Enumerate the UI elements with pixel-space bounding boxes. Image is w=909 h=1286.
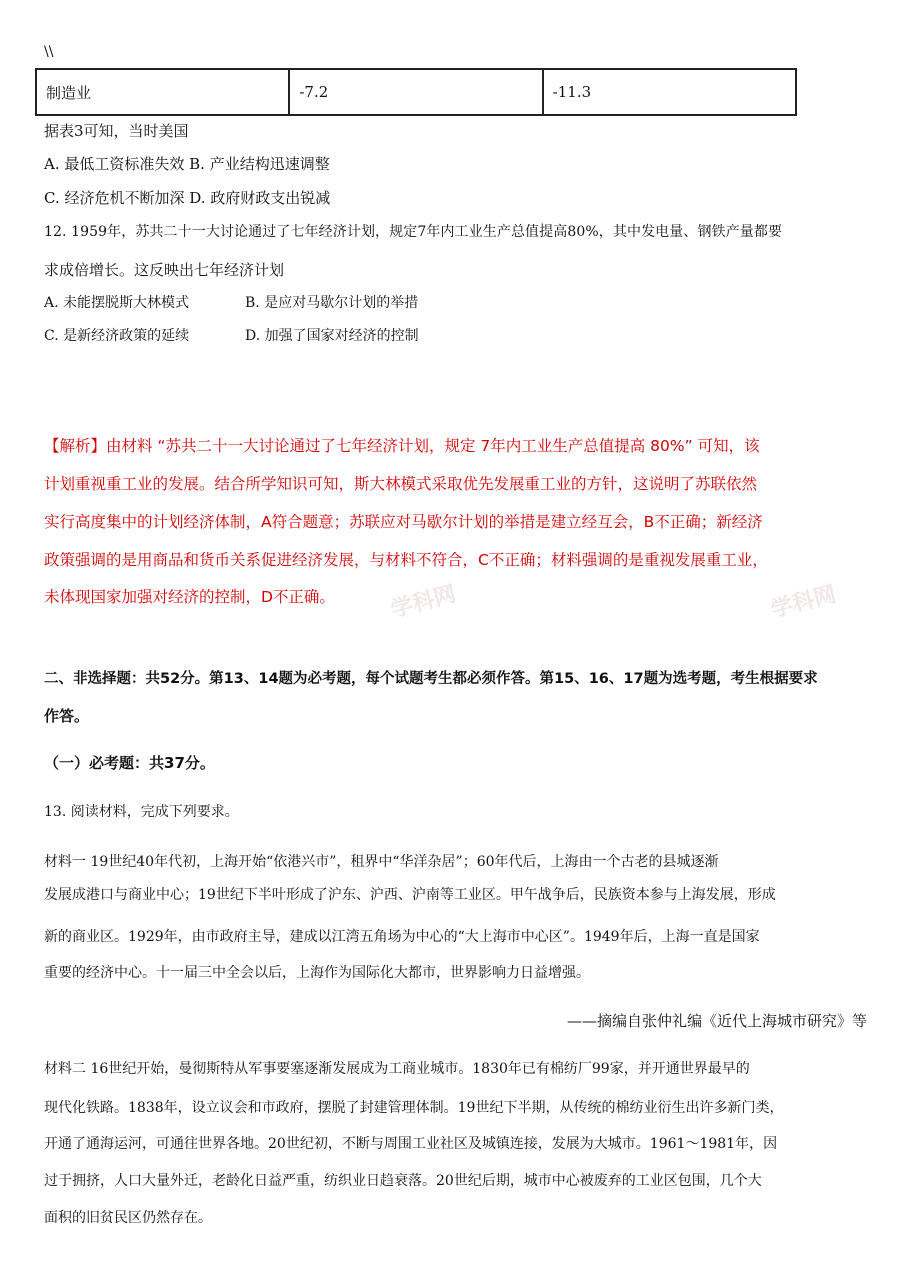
watermark: 学科网: [768, 581, 839, 624]
analysis-line-3: 实行高度集中的计划经济体制，A符合题意；苏联应对马歇尔计划的举措是建立经互会，B不正确；新经济: [44, 513, 763, 531]
table-cell-value-2: -11.3: [543, 69, 796, 115]
data-table: [35, 68, 797, 116]
analysis-line-1: 【解析】由材料 “苏共二十一大讨论通过了七年经济计划，规定 7年内工业生产总值提高 80%” 可知，该: [44, 437, 760, 455]
analysis-line-4: 政策强调的是用商品和货币关系促进经济发展，与材料不符合，C不正确；材料强调的是重视发展重工业，: [44, 551, 768, 569]
q12-option-a: A. 未能摆脱斯大林模式: [44, 295, 190, 311]
material-1-line-4: 重要的经济中心。十一届三中全会以后，上海作为国际化大都市，世界影响力日益增强。: [44, 965, 590, 981]
material-2-line-4: 过于拥挤，人口大量外迁，老龄化日益严重，纺织业日趋衰落。20世纪后期，城市中心被废弃的工业区包围，几个大: [44, 1173, 762, 1189]
q11-options-cd: C. 经济危机不断加深 D. 政府财政支出锐减: [44, 189, 331, 207]
table-row: [36, 69, 796, 115]
q12-stem-line-1: 12. 1959年，苏共二十一大讨论通过了七年经济计划，规定7年内工业生产总值提高80%，其中发电量、钢铁产量都要: [44, 224, 783, 240]
top-marker: \\: [44, 44, 54, 60]
material-1-source: ——摘编自张仲礼编《近代上海城市研究》等: [566, 1012, 867, 1030]
material-2-line-1: 材料二 16世纪开始，曼彻斯特从军事要塞逐渐发展成为工商业城市。1830年已有棉纺厂99家，并开通世界最早的: [44, 1061, 750, 1077]
table-cell-value-1: -7.2: [289, 69, 542, 115]
q12-stem-line-2: 求成倍增长。这反映出七年经济计划: [44, 261, 285, 279]
material-1-line-2: 发展成港口与商业中心；19世纪下半叶形成了沪东、沪西、沪南等工业区。甲午战争后，民族资本参与上海发展，形成: [44, 887, 776, 903]
watermark: 学科网: [388, 581, 459, 624]
analysis-line-5: 未体现国家加强对经济的控制，D不正确。: [44, 588, 335, 606]
material-2-line-2: 现代化铁路。1838年，设立议会和市政府，摆脱了封建管理体制。19世纪下半期，从传统的棉纺业衍生出许多新门类，: [44, 1100, 784, 1116]
material-2-line-5: 面积的旧贫民区仍然存在。: [44, 1210, 212, 1226]
q11-options-ab: A. 最低工资标准失效 B. 产业结构迅速调整: [44, 155, 330, 173]
q11-stem: 据表3可知，当时美国: [44, 122, 189, 140]
section-title-line-2: 作答。: [44, 707, 90, 725]
analysis-line-2: 计划重视重工业的发展。结合所学知识可知，斯大林模式采取优先发展重工业的方针，这说明了苏联依然: [44, 475, 758, 493]
material-2-line-3: 开通了通海运河，可通往世界各地。20世纪初，不断与周围工业社区及城镇连接，发展为大城市。1961～1981年，因: [44, 1136, 778, 1152]
material-1-line-1: 材料一 19世纪40年代初，上海开始“依港兴市”，租界中“华洋杂居”；60年代后，上海由一个古老的县城逐渐: [44, 854, 719, 870]
q12-option-c: C. 是新经济政策的延续: [44, 328, 190, 344]
material-1-line-3: 新的商业区。1929年，由市政府主导，建成以江湾五角场为中心的“大上海市中心区”。1949年后，上海一直是国家: [44, 929, 760, 945]
q12-option-d: D. 加强了国家对经济的控制: [245, 328, 419, 344]
table-cell-industry: 制造业: [36, 69, 289, 115]
section-title-line-1: 二、非选择题：共52分。第13、14题为必考题，每个试题考生都必须作答。第15、16、17题为选考题，考生根据要求: [44, 671, 818, 687]
q13-stem: 13. 阅读材料，完成下列要求。: [44, 804, 239, 820]
q12-option-b: B. 是应对马歇尔计划的举措: [245, 295, 419, 311]
section-subtitle: （一）必考题：共37分。: [44, 754, 215, 772]
